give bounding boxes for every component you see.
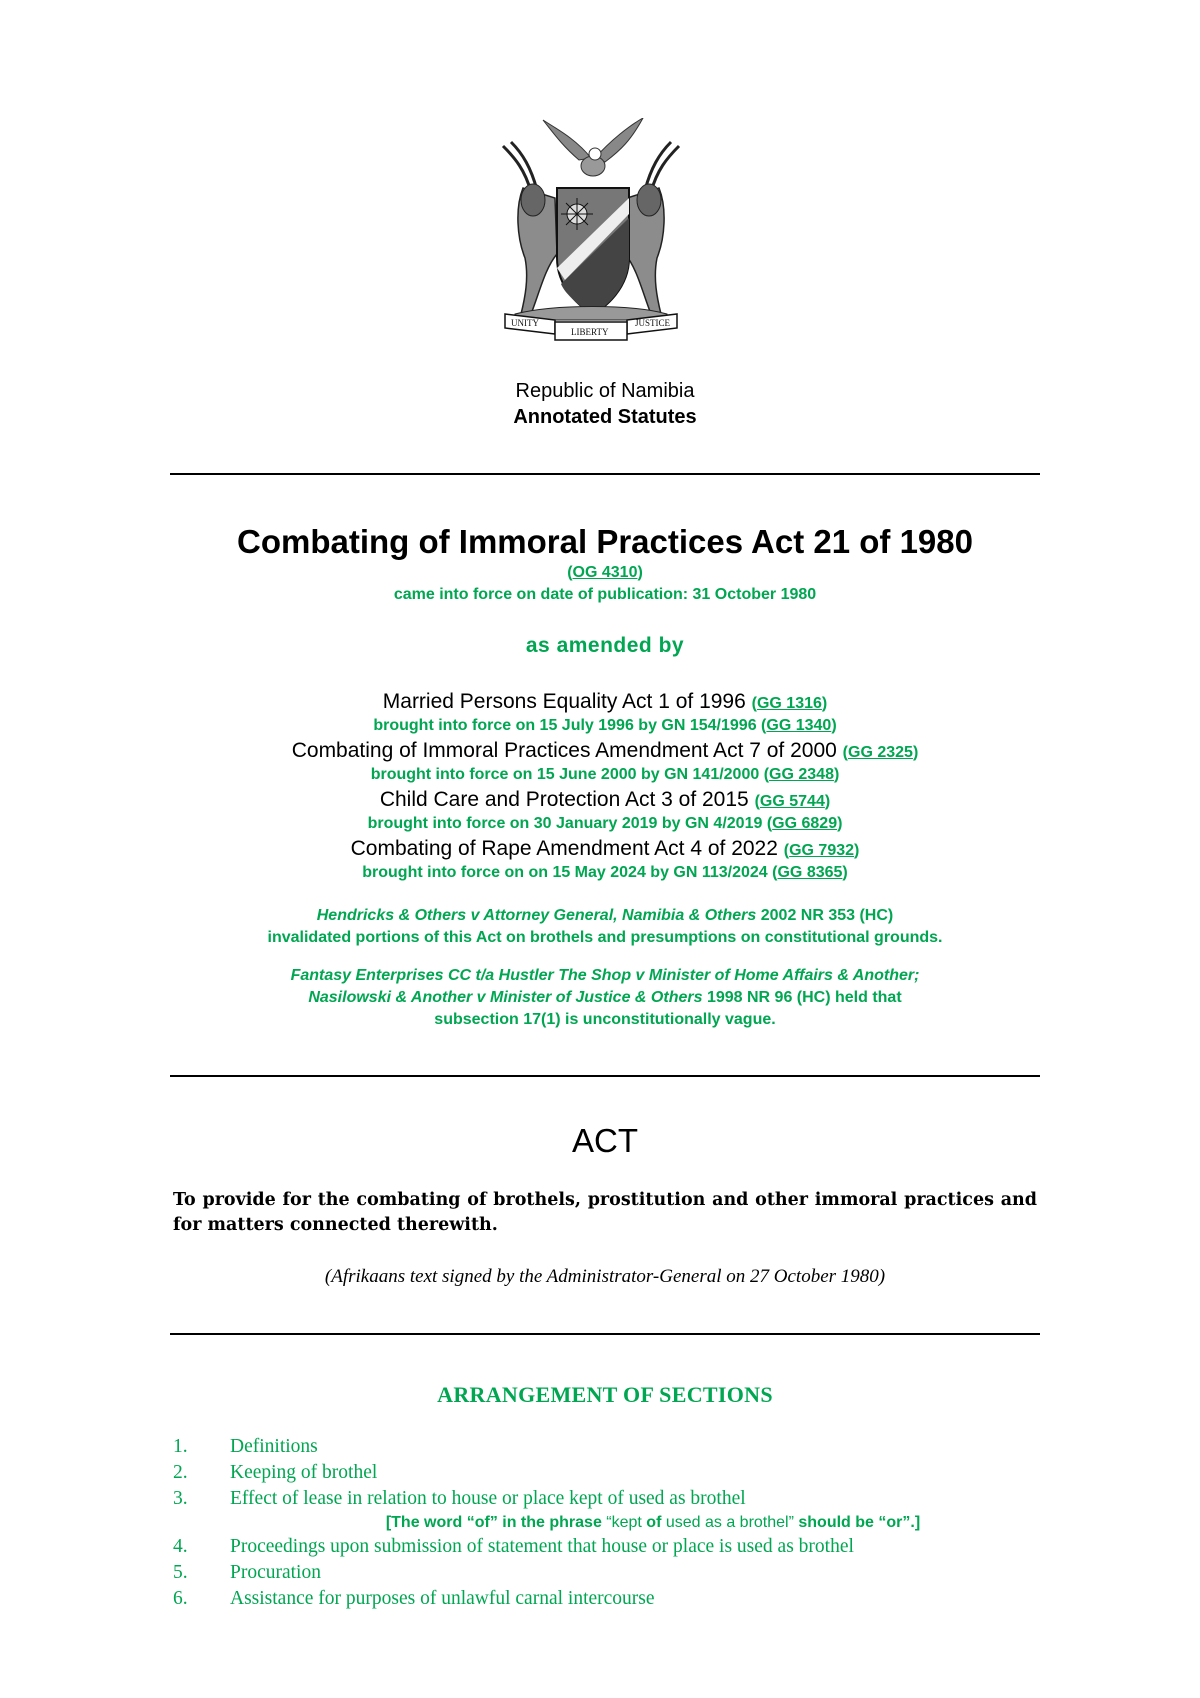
amendment-1-name: Married Persons Equality Act 1 of 1996 (GG 1316)	[382, 690, 828, 713]
section-item[interactable]: 4. Proceedings upon submission of statement that house or place is used as brothel	[173, 1536, 854, 1557]
divider-2	[170, 1075, 1040, 1077]
gazette-link[interactable]: GG 1340	[766, 717, 832, 734]
commencement: came into force on date of publication: 31 October 1980	[393, 586, 817, 603]
gazette-link[interactable]: GG 6829	[772, 815, 838, 832]
gazette-link[interactable]: GG 5744	[759, 793, 825, 810]
amendment-4-name: Combating of Rape Amendment Act 4 of 2022 (GG 7932)	[350, 837, 860, 860]
amendment-4-force: brought into force on on 15 May 2024 by GN 113/2024 (GG 8365)	[362, 864, 848, 881]
sections-list	[173, 1436, 1073, 1614]
gazette-link[interactable]: GG 2348	[769, 766, 834, 783]
amendment-2-force: brought into force on 15 June 2000 by GN 141/2000 (GG 2348)	[370, 766, 840, 783]
section-item[interactable]: 3. Effect of lease in relation to house or place kept of used as brothel	[173, 1488, 746, 1509]
gazette-link[interactable]: GG 1316	[756, 695, 822, 712]
section-item[interactable]: 1. Definitions	[173, 1436, 318, 1457]
gazette-link[interactable]: GG 7932	[789, 842, 855, 859]
motto-justice: JUSTICE	[635, 318, 671, 328]
amended-by-label: as amended by	[525, 634, 685, 657]
signed-note: (Afrikaans text signed by the Administrator-General on 27 October 1980)	[324, 1266, 886, 1287]
section-3-editorial-note: [The word “of” in the phrase “kept of used as a brothel” should be “or”.]	[385, 1514, 921, 1531]
annotated-statutes-line: Annotated Statutes	[513, 406, 697, 428]
case-note-1: Hendricks & Others v Attorney General, Namibia & Others 2002 NR 353 (HC) invalidated portions of this Act on brothels and presumptions on constitutional grounds.	[267, 907, 943, 946]
coat-of-arms-icon	[495, 118, 687, 344]
gazette-link[interactable]: GG 2325	[848, 744, 913, 761]
republic-line: Republic of Namibia	[515, 380, 695, 402]
amendment-3-force: brought into force on 30 January 2019 by GN 4/2019 (GG 6829)	[367, 815, 843, 832]
amendment-3-name: Child Care and Protection Act 3 of 2015 (GG 5744)	[379, 788, 831, 811]
amendment-1-force: brought into force on 15 July 1996 by GN 154/1996 (GG 1340)	[373, 717, 837, 734]
amendment-2-name: Combating of Immoral Practices Amendment Act 7 of 2000 (GG 2325)	[291, 739, 919, 762]
section-item[interactable]: 5. Procuration	[173, 1562, 321, 1583]
gazette-link[interactable]: GG 8365	[777, 864, 843, 881]
arrangement-heading: ARRANGEMENT OF SECTIONS	[437, 1382, 773, 1407]
motto-liberty: LIBERTY	[571, 327, 609, 337]
og-link[interactable]: OG 4310	[572, 564, 638, 581]
divider-1	[170, 473, 1040, 475]
act-purpose: To provide for the combating of brothels, prostitution and other immoral practices and for matters connected therewith.	[173, 1190, 1037, 1235]
gazette-ref: (OG 4310)	[567, 564, 643, 581]
section-item[interactable]: 6. Assistance for purposes of unlawful carnal intercourse	[173, 1588, 655, 1609]
motto-unity: UNITY	[511, 318, 539, 328]
act-heading: ACT	[572, 1122, 638, 1159]
case-note-2: Fantasy Enterprises CC t/a Hustler The Shop v Minister of Home Affairs & Another; Nasilowski & Another v Minister of Justice & Others 1998 NR 96 (HC) held that subsection 17(1) is unconstitutionally vague.	[290, 967, 920, 1028]
divider-3	[170, 1333, 1040, 1335]
section-item[interactable]: 2. Keeping of brothel	[173, 1462, 378, 1483]
act-title: Combating of Immoral Practices Act 21 of 1980	[236, 523, 973, 560]
